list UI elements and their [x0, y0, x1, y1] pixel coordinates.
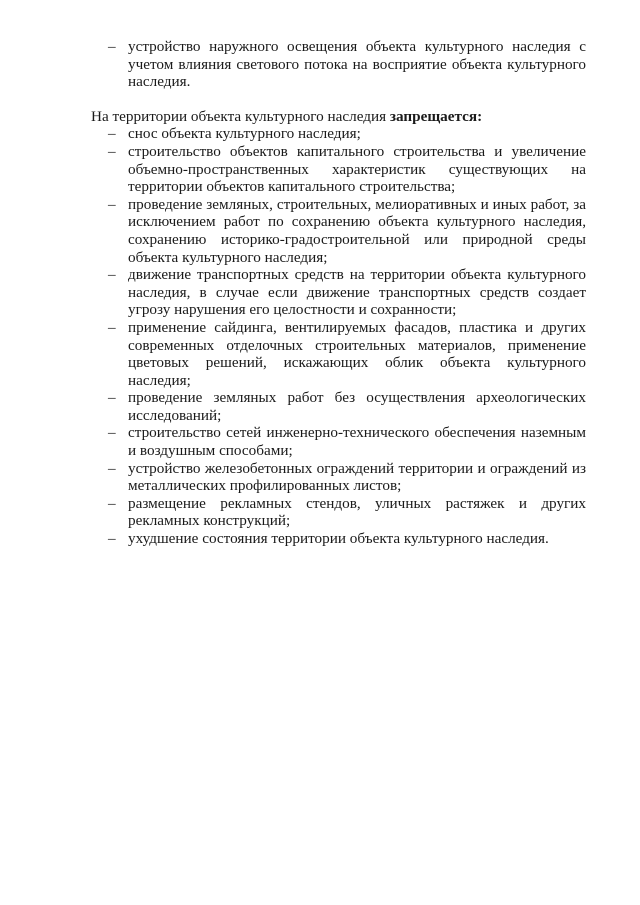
prohibited-intro-emphasis: запрещается:: [389, 107, 483, 125]
list-dash: –: [108, 266, 116, 284]
list-item: [91, 266, 586, 319]
list-item: [91, 389, 586, 424]
list-item: [91, 319, 586, 389]
list-item-text: применение сайдинга, вентилируемых фасадов, пластика и других современных отделочных строительных материалов, применение цветовых решений, искажающих облик объекта культурного наследия;: [128, 318, 586, 389]
list-item: [91, 424, 586, 459]
list-dash: –: [108, 195, 116, 213]
prohibited-intro-text: На территории объекта культурного наследия: [91, 107, 390, 125]
prohibited-intro: [91, 108, 586, 126]
list-item: [91, 38, 586, 91]
list-dash: –: [108, 142, 116, 160]
list-item: [91, 196, 586, 266]
list-item-text: проведение земляных работ без осуществления археологических исследований;: [128, 389, 586, 424]
list-dash: –: [108, 424, 116, 442]
document-body: [91, 38, 586, 548]
list-item: [91, 530, 586, 548]
list-item-text: проведение земляных, строительных, мелиоративных и иных работ, за исключением работ по сохранению объекта культурного наследия, сохранению историко-градостроительной или природной среды объекта культурного наследия;: [128, 195, 586, 266]
list-item: [91, 495, 586, 530]
list-dash: –: [108, 530, 116, 548]
list-dash: –: [108, 318, 116, 336]
continued-list: [91, 38, 586, 91]
prohibited-list: [91, 125, 586, 547]
list-dash: –: [108, 494, 116, 512]
list-item: [91, 143, 586, 196]
list-dash: –: [108, 125, 116, 143]
list-item: [91, 460, 586, 495]
list-dash: –: [108, 459, 116, 477]
list-item-text: устройство наружного освещения объекта культурного наследия с учетом влияния светового потока на восприятие объекта культурного наследия.: [128, 38, 586, 91]
list-item-text: устройство железобетонных ограждений территории и ограждений из металлических профилированных листов;: [128, 459, 586, 495]
list-item-text: движение транспортных средств на территории объекта культурного наследия, в случае если движение транспортных средств создает угрозу нарушения его целостности и сохранности;: [128, 266, 586, 319]
list-item-text: строительство сетей инженерно-технического обеспечения наземным и воздушным способами;: [128, 424, 586, 460]
list-item-text: снос объекта культурного наследия;: [128, 125, 361, 143]
list-item-text: строительство объектов капитального строительства и увеличение объемно-пространственных характеристик существующих на территории объектов капитального строительства;: [128, 142, 586, 196]
list-item: [91, 125, 586, 143]
list-item-text: размещение рекламных стендов, уличных растяжек и других рекламных конструкций;: [128, 494, 586, 530]
list-dash: –: [108, 38, 116, 55]
list-item-text: ухудшение состояния территории объекта культурного наследия.: [128, 530, 549, 548]
list-dash: –: [108, 389, 116, 407]
